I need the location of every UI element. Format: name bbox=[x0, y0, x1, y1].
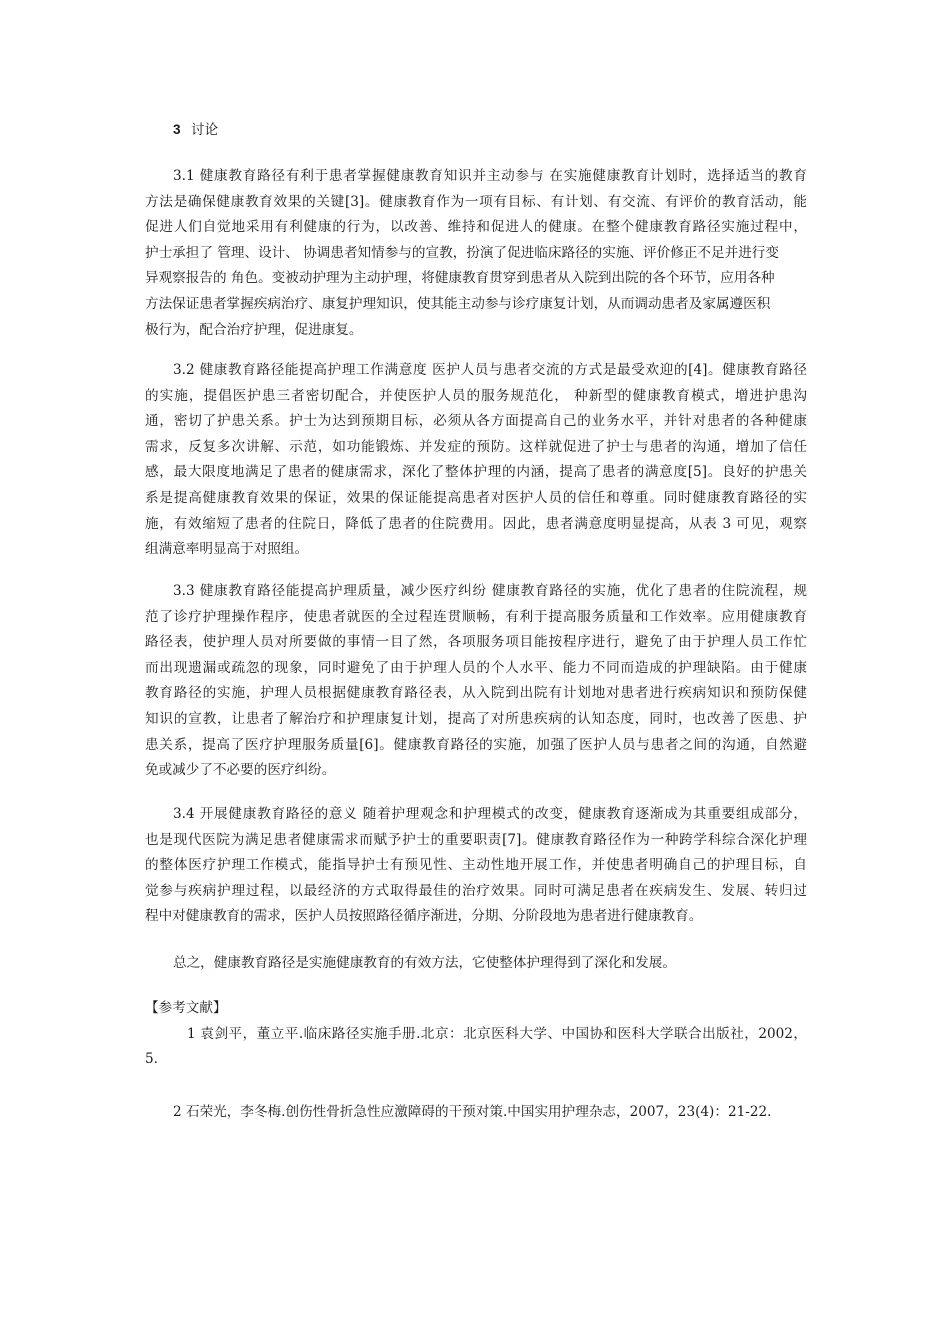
paragraph-line: 教育路径的实施，护理人员根据健康教育路径表，从入院到出院有计划地对患者进行疾病知识和预防保健 bbox=[145, 685, 807, 702]
paragraph-3-2 bbox=[145, 358, 807, 563]
paragraph-line: 知识的宣教，让患者了解治疗和护理康复计划，提高了对所患疾病的认知态度，同时，也改善了医患、护 bbox=[145, 710, 807, 727]
paragraph-line: 方法保证患者掌握疾病治疗、康复护理知识，使其能主动参与诊疗康复计划，从而调动患者及家属遵医积 bbox=[145, 295, 771, 312]
paragraph-line: 需求，反复多次讲解、示范，如功能锻炼、并发症的预防。这样就促进了护士与患者的沟通，增加了信任 bbox=[145, 438, 807, 455]
paragraph-line: 3.3 健康教育路径能提高护理质量，减少医疗纠纷 健康教育路径的实施，优化了患者的住院流程，规 bbox=[173, 583, 807, 599]
paragraph-line: 系是提高健康教育效果的保证，效果的保证能提高患者对医护人员的信任和尊重。同时健康教育路径的实 bbox=[145, 489, 807, 506]
conclusion-text: 总之，健康教育路径是实施健康教育的有效方法，它使整体护理得到了深化和发展。 bbox=[173, 955, 676, 971]
paragraph-line: 患关系，提高了医疗护理服务质量[6]。健康教育路径的实施，加强了医护人员与患者之间的沟通，自然避 bbox=[145, 736, 807, 753]
paragraph-line: 的整体医疗护理工作模式，能指导护士有预见性、主动性地开展工作，并使患者明确自己的护理目标，自 bbox=[145, 857, 807, 874]
reference-item-1-cont: 5. bbox=[145, 1051, 158, 1068]
paragraph-line: 护士承担了 管理、设计、 协调患者知情参与的宣教，扮演了促进临床路径的实施、评价修正不足并进行变 bbox=[145, 244, 779, 261]
references-heading: 【参考文献】 bbox=[145, 1000, 227, 1016]
paragraph-line: 异观察报告的 角色。变被动护理为主动护理，将健康教育贯穿到患者从入院到出院的各个环节，应用各种 bbox=[145, 270, 775, 287]
paragraph-line: 也是现代医院为满足患者健康需求而赋予护士的重要职责[7]。健康教育路径作为一种跨学科综合深化护理 bbox=[145, 831, 807, 848]
paragraph-3-4 bbox=[145, 802, 807, 930]
paragraph-line: 免或减少了不必要的医疗纠纷。 bbox=[145, 762, 336, 779]
reference-item-1: 1 袁剑平，董立平.临床路径实施手册.北京：北京医科大学、中国协和医科大学联合出版社，2002， bbox=[187, 1025, 807, 1042]
paragraph-line: 3.1 健康教育路径有利于患者掌握健康教育知识并主动参与 在实施健康教育计划时，选择适当的教育 bbox=[173, 168, 807, 184]
paragraph-line: 路径表，使护理人员对所要做的事情一目了然，各项服务项目能按程序进行，避免了由于护理人员工作忙 bbox=[145, 634, 807, 651]
section-heading bbox=[145, 117, 807, 143]
paragraph-3-3 bbox=[145, 579, 807, 784]
paragraph-line: 极行为，配合治疗护理，促进康复。 bbox=[145, 321, 363, 338]
paragraph-line: 3.4 开展健康教育路径的意义 随着护理观念和护理模式的改变，健康教育逐渐成为其重要组成部分， bbox=[173, 806, 807, 822]
paragraph-line: 感，最大限度地满足了患者的健康需求，深化了整体护理的内涵，提高了患者的满意度[5]。良好的护患关 bbox=[145, 464, 807, 481]
paragraph-line: 的实施，提倡医护患三者密切配合，并使医护人员的服务规范化， 种新型的健康教育模式，增进护患沟 bbox=[145, 387, 807, 404]
section-title: 讨论 bbox=[190, 122, 219, 138]
paragraph-line: 而出现遗漏或疏忽的现象，同时避免了由于护理人员的个人水平、能力不同而造成的护理缺陷。由于健康 bbox=[145, 659, 807, 676]
paragraph-line: 程中对健康教育的需求，医护人员按照路径循序渐进，分期、分阶段地为患者进行健康教育。 bbox=[145, 908, 703, 925]
paragraph-3-1 bbox=[145, 164, 807, 343]
paragraph-line: 范了诊疗护理操作程序，使患者就医的全过程连贯顺畅，有利于提高服务质量和工作效率。应用健康教育 bbox=[145, 608, 807, 625]
paragraph-line: 方法是确保健康教育效果的关键[3]。健康教育作为一项有目标、有计划、有交流、有评价的教育活动，能 bbox=[145, 193, 807, 210]
paragraph-line: 组满意率明显高于对照组。 bbox=[145, 541, 309, 558]
references bbox=[145, 996, 807, 1073]
paragraph-line: 觉参与疾病护理过程，以最经济的方式取得最佳的治疗效果。同时可满足患者在疾病发生、发展、转归过 bbox=[145, 882, 807, 899]
paragraph-line: 促进人们自觉地采用有利健康的行为，以改善、维持和促进人的健康。在整个健康教育路径实施过程中， bbox=[145, 219, 807, 236]
conclusion bbox=[145, 951, 807, 977]
section-number: 3 bbox=[173, 122, 181, 137]
reference-item-2: 2 石荣光，李冬梅.创伤性骨折急性应激障碍的干预对策.中国实用护理杂志，2007，23(4)：21-22. bbox=[173, 1104, 772, 1120]
paragraph-line: 3.2 健康教育路径能提高护理工作满意度 医护人员与患者交流的方式是最受欢迎的[4]。健康教育路径 bbox=[173, 362, 807, 378]
reference-item-2-block bbox=[145, 1100, 807, 1126]
paragraph-line: 施，有效缩短了患者的住院日，降低了患者的住院费用。因此，患者满意度明显提高，从表 3 可见，观察 bbox=[145, 515, 807, 532]
paragraph-line: 通，密切了护患关系。护士为达到预期目标，必须从各方面提高自己的业务水平，并针对患者的各种健康 bbox=[145, 413, 807, 430]
